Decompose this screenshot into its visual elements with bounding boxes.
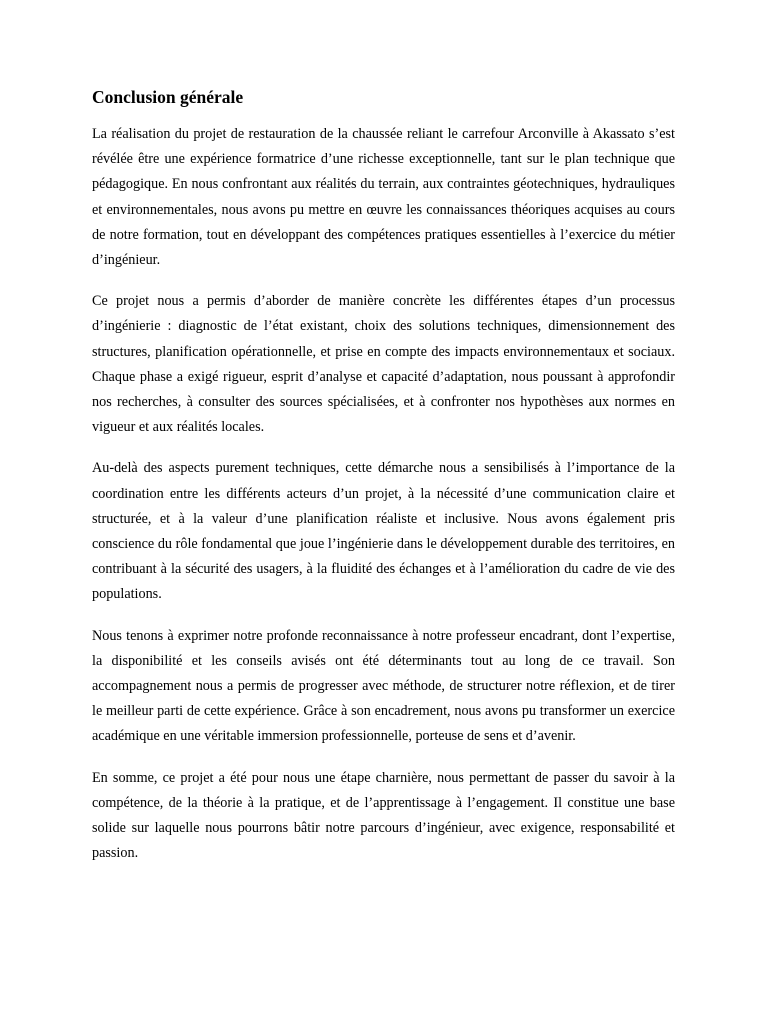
paragraph-1: La réalisation du projet de restauration de la chaussée reliant le carrefour Arconville à Akassato s’est révélée être une expérience formatrice d’une richesse exceptionnelle, tant sur le plan technique que pédagogique. En nous confrontant aux réalités du terrain, aux contraintes géotechniques, hydrauliques et environnementales, nous avons pu mettre en œuvre les connaissances théoriques acquises au cours de notre formation, tout en développant des compétences pratiques essentielles à l’exercice du métier d’ingénieur. xyxy=(92,126,675,269)
page-title: Conclusion générale xyxy=(92,87,244,107)
document-page xyxy=(92,86,675,882)
paragraph-2: Ce projet nous a permis d’aborder de manière concrète les différentes étapes d’un processus d’ingénierie : diagnostic de l’état existant, choix des solutions techniques, dimensionnement des structures, planification opérationnelle, et prise en compte des impacts environnementaux et sociaux. Chaque phase a exigé rigueur, esprit d’analyse et capacité d’adaptation, nous poussant à approfondir nos recherches, à consulter des sources spécialisées, et à confronter nos hypothèses aux normes en vigueur et aux réalités locales. xyxy=(92,293,675,436)
paragraph-3: Au-delà des aspects purement techniques, cette démarche nous a sensibilisés à l’importance de la coordination entre les différents acteurs d’un projet, à la nécessité d’une communication claire et structurée, et à la valeur d’une planification réaliste et inclusive. Nous avons également pris conscience du rôle fondamental que joue l’ingénierie dans le développement durable des territoires, en contribuant à la sécurité des usagers, à la fluidité des échanges et à l’amélioration du cadre de vie des populations. xyxy=(92,460,675,603)
paragraph-4: Nous tenons à exprimer notre profonde reconnaissance à notre professeur encadrant, dont l’expertise, la disponibilité et les conseils avisés ont été déterminants tout au long de ce travail. Son accompagnement nous a permis de progresser avec méthode, de structurer notre réflexion, et de tirer le meilleur parti de cette expérience. Grâce à son encadrement, nous avons pu transformer un exercice académique en une véritable immersion professionnelle, porteuse de sens et d’avenir. xyxy=(92,627,675,745)
paragraph-5: En somme, ce projet a été pour nous une étape charnière, nous permettant de passer du savoir à la compétence, de la théorie à la pratique, et de l’apprentissage à l’engagement. Il constitue une base solide sur laquelle nous pourrons bâtir notre parcours d’ingénieur, avec exigence, responsabilité et passion. xyxy=(92,769,675,862)
